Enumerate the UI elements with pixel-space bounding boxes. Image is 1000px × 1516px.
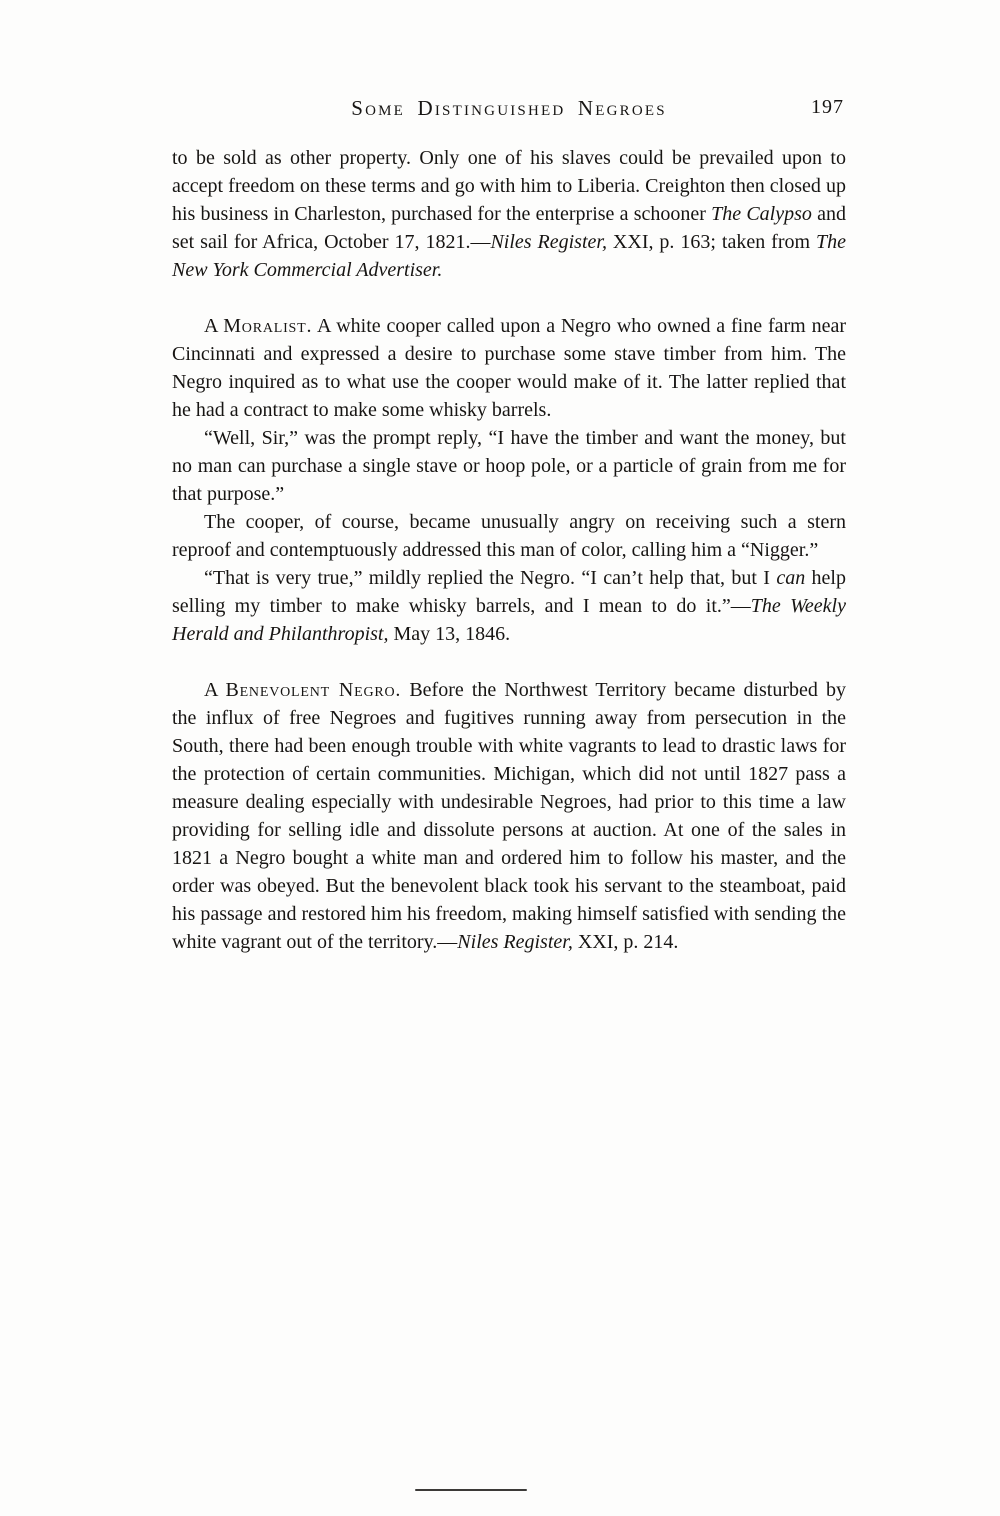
smallcaps-run: Moralist.: [223, 315, 313, 337]
italic-run: Niles Register,: [457, 931, 573, 953]
text-run: May 13, 1846.: [388, 623, 511, 645]
paragraph: [172, 564, 846, 648]
text-run: XXI, p. 163; taken from: [606, 231, 817, 253]
text-run: “That is very true,” mildly replied the Negro. “I can’t help that, but I: [204, 567, 777, 589]
text-run: and set sail for Africa, October 17, 1821.—: [172, 203, 846, 253]
text-run: A white cooper called upon a Negro who owned a fine farm near Cincinnati and expressed a desire to purchase some stave timber from him. The Negro inquired as to what use the cooper would make of it. The latter replied that he had a contract to make some whisky barrels.: [172, 315, 846, 421]
paragraph: [172, 508, 846, 564]
paragraph: [172, 312, 846, 424]
page-content: [172, 96, 846, 956]
paragraph: [172, 676, 846, 956]
text-run: Before the Northwest Territory became disturbed by the influx of free Negroes and fugitives running away from persecution in the South, there had been enough trouble with white vagrants to lead to drastic laws for the protection of certain communities. Michigan, which did not until 1827 pass a measure dealing especially with undesirable Negroes, had prior to this time a law providing for selling idle and dissolute persons at auction. At one of the sales in 1821 a Negro bought a white man and ordered him to follow his master, and the order was obeyed. But the benevolent black took his servant to the steamboat, paid his passage and restored him his freedom, making himself satisfied with sending the white vagrant out of the territory.—: [172, 679, 846, 953]
text-run: help selling my timber to make whisky barrels, and I mean to do it.”—: [172, 567, 846, 617]
paragraph: [172, 424, 846, 508]
text-run: “Well, Sir,” was the prompt reply, “I have the timber and want the money, but no man can purchase a single stave or hoop pole, or a particle of grain from me for that purpose.”: [172, 427, 846, 505]
scan-artifact: [415, 1489, 527, 1491]
italic-run: The New York Commercial Advertiser.: [172, 231, 847, 281]
text-run: The cooper, of course, became unusually angry on receiving such a stern reproof and contemptuously addressed this man of color, calling him a “Nigger.”: [172, 511, 846, 561]
italic-run: can: [776, 567, 806, 589]
page-title: Some Distinguished Negroes: [351, 96, 667, 120]
text-run: to be sold as other property. Only one of his slaves could be prevailed upon to accept freedom on these terms and go with him to Liberia. Creighton then closed up his business in Charleston, purchased for the enterprise a schooner: [172, 147, 846, 225]
body-text: [172, 144, 846, 956]
text-section: [172, 312, 846, 648]
running-header: [172, 96, 846, 124]
smallcaps-run: Benevolent Negro.: [225, 679, 402, 701]
text-section: [172, 144, 846, 284]
text-section: [172, 676, 846, 956]
text-run: A: [204, 315, 224, 337]
italic-run: The Calypso: [711, 203, 812, 225]
text-run: A: [204, 679, 226, 701]
italic-run: The Weekly Herald and Philanthropist,: [172, 595, 846, 645]
page-number: 197: [811, 96, 844, 118]
text-run: XXI, p. 214.: [572, 931, 679, 953]
paragraph: [172, 144, 846, 284]
italic-run: Niles Register,: [490, 231, 607, 253]
